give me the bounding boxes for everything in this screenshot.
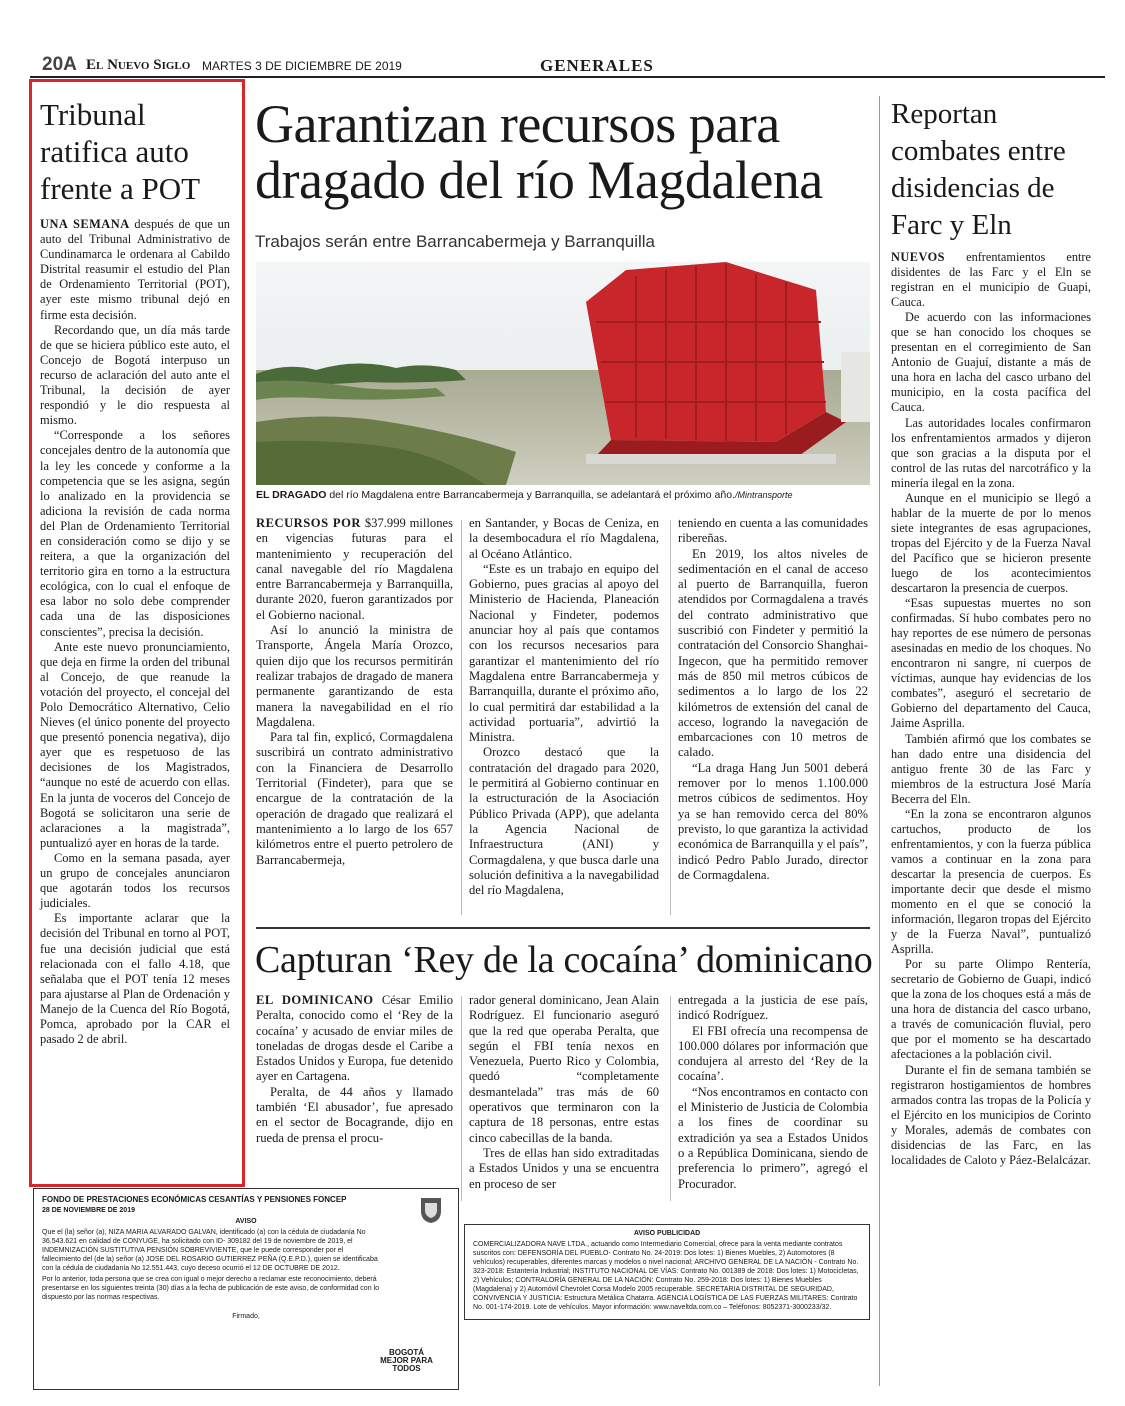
bogota-logo: BOGOTÁ MEJOR PARA TODOS xyxy=(380,1348,433,1373)
paragraph: RECURSOS POR $37.999 millones en vigencias futuras para el mantenimiento y recuperación del canal navegable del río Magdalena entre Barrancabermeja y Barranquilla, durante 2020, fueron garantizados por el Gobierno nacional. xyxy=(256,516,453,622)
paragraph: Por su parte Olimpo Rentería, secretario de Gobierno de Guapi, indicó que la zona de los choques está a más de una hora de distancia del casco urbano, a través de comunicación fluvial, pero que por el momento se ha descartado afectaciones a la población civil. xyxy=(891,957,1091,1062)
rey-story-col-1 xyxy=(256,993,453,1146)
paragraph: Es importante aclarar que la decisión del Tribunal en torno al POT, fue una decisión judicial que está relacionada con el fallo 4.18, que señalaba que el POT tenía 12 meses para ajustarse al Plan de Ordenación y Manejo de la Cuenca del Río Bogotá, Pomca, aprobado por la CAR el pasado 2 de abril. xyxy=(40,911,230,1047)
paragraph: Tres de ellas han sido extraditadas a Estados Unidos y una se encuentra en proceso de ser xyxy=(469,1145,659,1191)
section-name: GENERALES xyxy=(540,56,654,75)
paragraph: Las autoridades locales confirmaron los enfrentamientos armados y dijeron que son gracias a la disputa por el control de las rutas del narcotráfico y la minería ilegal en la zona. xyxy=(891,415,1091,490)
notice-title: AVISO PUBLICIDAD xyxy=(633,1230,701,1237)
left-story-body xyxy=(40,217,230,1047)
page-number: 20A xyxy=(42,54,77,75)
paragraph: entregada a la justicia de ese país, indicó Rodríguez. xyxy=(678,993,868,1023)
main-story-col-2 xyxy=(469,516,659,898)
notice-body: COMERCIALIZADORA NAVE LTDA., actuando como Intermediario Comercial, ofrece para la venta mediante contratos suscritos con: DEFENSORÍA DEL PUEBLO- Contrato No. 24-2019: Dos lotes: 1) Bienes Muebles, 2) Automotores (8 vehículos) recuperables, diferentes marcas y modelos o nivel nacional; ARCHIVO GENERAL DE LA NACIÓN - Contrato No. 323-2018: Estantería Industrial; INSTITUTO NACIONAL DE VÍAS: Contrato No. 001389 de 2018: Dos lotes: 1) Motocicletas, 2) Vehículos; CONTRALORÍA GENERAL DE LA NACIÓN: Contrato No. 259-2018: Dos lotes: 1) Bienes Muebles (Magdalena) y 2) Automóvil Chevrolet Corsa Modelo 2005 recuperable. SECRETARIA DISTRITAL DE SEGURIDAD, CONVIVENCIA Y JUSTICIA: Estructura Metálica Chatarra. AGENCIA LOGÍSTICA DE LAS FUERZAS MILITARES: Contrato No. 001-174-2019. Lote de vehículos. Mayor información: www.naveltda.com.co – Teléfonos: 8052371-3000233/32. xyxy=(473,1241,859,1311)
notice-body: Que el (la) señor (a), NIZA MARIA ALVARADO GALVAN, identificado (a) con la cédula de ciudadanía No 36.543.621 en calidad de CONYUGE, ha solicitado con ID- 309182 del 19 de noviembre de 2019, el INDEMNIZACIÓN SUSTITUTIVA PENSIÓN SOBREVIVIENTE, que le puede corresponder por el fallecimiento del (de la) señor (a) JOSE DEL ROSARIO GUTIERREZ PEÑA (Q.E.P.D.), quien se identificaba con la cédula de ciudadanía No 12.551.443, cuyo deceso ocurrió el 12 DE OCTUBRE DE 2012. xyxy=(42,1229,378,1272)
paragraph: El FBI ofrecía una recompensa de 100.000 dólares por información que condujera al arresto del ‘Rey de la cocaína’. xyxy=(678,1023,868,1084)
paragraph: “Nos encontramos en contacto con el Ministerio de Justicia de Colombia a los fines de coordinar su extradición ya sea a Estados Unidos o a República Dominicana, siendo de preferencia lo primero”, agregó el Procurador. xyxy=(678,1084,868,1191)
right-story-body xyxy=(891,250,1091,1168)
notice-signature: Firmado, xyxy=(232,1313,260,1320)
paragraph: “Este es un trabajo en equipo del Gobierno, pues gracias al apoyo del Ministerio de Hacienda, Planeación Nacional y Findeter, podemos anunciar hoy al país que contamos con los recursos necesarios para garantizar el mantenimiento del río Magdalena entre Barrancabermeja y Barranquilla, durante el próximo año, lo cual permitirá dar estabilidad a la actividad portuaria”, advirtió la Ministra. xyxy=(469,561,659,745)
dredging-photo xyxy=(256,262,870,485)
main-story-col-1 xyxy=(256,516,453,868)
story-kicker: EL DOMINICANO xyxy=(256,993,374,1007)
photo-credit: /Mintransporte xyxy=(734,490,793,500)
notice-date: 28 DE NOVIEMBRE DE 2019 xyxy=(42,1207,135,1214)
paragraph: Como en la semana pasada, ayer un grupo de concejales anunciaron que agotarán todos los recursos judiciales. xyxy=(40,850,230,911)
issue-date: MARTES 3 DE DICIEMBRE DE 2019 xyxy=(202,59,402,73)
main-headline: Garantizan recursos para dragado del río Magdalena xyxy=(255,94,823,210)
paragraph: También afirmó que los combates se han dado entre una disidencia del antiguo frente 30 de las Farc y miembros de la estructura José María Becerra del Eln. xyxy=(891,731,1091,806)
paragraph: en Santander, y Bocas de Ceniza, en la desembocadura el río Magdalena, al Océano Atlántico. xyxy=(469,516,659,561)
paragraph: UNA SEMANA después de que un auto del Tribunal Administrativo de Cundinamarca le ordenara al Cabildo Distrital reasumir el estudio del Plan de Ordenamiento Territorial (POT), ayer este mismo tribunal dejó en firme esta decisión. xyxy=(40,217,230,322)
story-kicker: UNA SEMANA xyxy=(40,217,130,231)
rey-headline: Capturan ‘Rey de la cocaína’ dominicano xyxy=(255,939,873,981)
paragraph: Para tal fin, explicó, Cormagdalena suscribirá un contrato administrativo con la Financiera de Desarrollo Territorial (Findeter), para que se encargue de la contratación de la operación de dragado que realizará el mantenimiento a lo largo de los 657 kilómetros entre el puerto petrolero de Barrancabermeja, xyxy=(256,730,453,867)
paragraph: NUEVOS enfrentamientos entre disidentes de las Farc y el Eln se registran en el municipio de Guapi, Cauca. xyxy=(891,250,1091,310)
newspaper-name: El Nuevo Siglo xyxy=(86,57,191,73)
caption-text: del río Magdalena entre Barrancabermeja y Barranquilla, se adelantará el próximo año. xyxy=(326,489,735,501)
column-rule xyxy=(461,996,462,1201)
paragraph: “Corresponde a los señores concejales dentro de la autonomía que la ley les concede y conforme a la competencia que se les asigna, según lo analizado en la providencia se adiciona la revisión de cada norma del Plan de Ordenamiento Territorial en consideración como se dijo y se reitera, a que la organización del territorio gira en torno a la estructura ecológica, con lo cual el enfoque de esa labor no solo debe comprender cada una de las disposiciones conscientes”, precisa la decisión. xyxy=(40,428,230,639)
left-story-headline: Tribunal ratifica auto frente a POT xyxy=(40,97,201,206)
story-kicker: NUEVOS xyxy=(891,250,946,264)
nave-notice xyxy=(464,1224,870,1320)
right-story xyxy=(891,96,1091,1168)
foncep-notice xyxy=(33,1188,459,1390)
section-divider xyxy=(256,927,870,929)
masthead xyxy=(30,54,1105,78)
caption-kicker: EL DRAGADO xyxy=(256,489,327,501)
photo-caption xyxy=(256,489,876,501)
story-kicker: RECURSOS POR xyxy=(256,516,362,530)
paragraph: Aunque en el municipio se llegó a hablar de la muerte de por lo menos siete integrantes de esas agrupaciones, tropas del Ejército y de la Fuerza Naval del Pacífico que se hicieron presente luego de los acontecimientos descartaron la presencia de cuerpos. xyxy=(891,490,1091,596)
column-rule xyxy=(461,520,462,915)
paragraph: “En la zona se encontraron algunos cartuchos, producto de los enfrentamientos, y con la fuerza pública vamos a continuar en la zona para descartar la presencia de cuerpos. Es importante decir que desde el mismo momento en el que se conoció la información, llegaron tropas del Ejército y de la Fuerza Naval”, puntualizó Asprilla. xyxy=(891,806,1091,957)
rey-story-col-3 xyxy=(678,993,868,1192)
paragraph: Peralta, de 44 años y llamado también ‘El abusador’, fue apresado en el sector de Bocagrande, dijo en rueda de prensa el procu- xyxy=(256,1084,453,1145)
column-rule xyxy=(879,96,880,1386)
paragraph: “La draga Hang Jun 5001 deberá remover por lo menos 1.100.000 metros cúbicos de sedimentos. Hoy ya se han removido cerca del 80% previsto, lo que garantiza la actividad económica de Barranquilla y el país”, indicó Pedro Pablo Jurado, director de Cormagdalena. xyxy=(678,760,868,882)
main-subhead: Trabajos serán entre Barrancabermeja y Barranquilla xyxy=(255,232,656,251)
bogota-crest-icon xyxy=(416,1195,446,1225)
paragraph: De acuerdo con las informaciones que se han conocido los choques se presentan en el corregimiento de San Antonio de Guajuí, distante a más de una hora en lacha del casco urbano del municipio, en la costa pacífica del Cauca. xyxy=(891,310,1091,415)
column-rule xyxy=(670,520,671,915)
paragraph: EL DOMINICANO César Emilio Peralta, conocido como el ‘Rey de la cocaína’ y acusado de enviar miles de toneladas de drogas desde el Caribe a Estados Unidos y Europa, fue detenido ayer en Cartagena. xyxy=(256,993,453,1084)
notice-label: AVISO xyxy=(235,1218,257,1225)
paragraph: Durante el fin de semana también se registraron hostigamientos de hombres armados contra las tropas de la Policía y el Ejército en los municipios de Corinto y Morales, además de combates con disidencias de las Farc, en las localidades de Caloto y Páez-Belalcázar. xyxy=(891,1062,1091,1167)
paragraph: Así lo anunció la ministra de Transporte, Ángela María Orozco, quien dijo que los recursos permitirán realizar trabajos de dragado de manera permanente garantizando de esta manera la navegabilidad en el río Magdalena. xyxy=(256,623,453,729)
notice-title: FONDO DE PRESTACIONES ECONÓMICAS CESANTÍAS Y PENSIONES FONCEP xyxy=(42,1195,347,1204)
right-story-headline: Reportan combates entre disidencias de Farc y Eln xyxy=(891,98,1066,241)
rey-story-col-2 xyxy=(469,993,659,1192)
notice-body-2: Por lo anterior, toda persona que se crea con igual o mejor derecho a reclamar este reconocimiento, deberá presentarse en los siguientes treinta (30) días a la fecha de publicación de este aviso, de conformidad con lo dispuesto por las normas respectivas. xyxy=(42,1276,379,1301)
paragraph: En 2019, los altos niveles de sedimentación en el canal de acceso al puerto de Barranquilla, fueron atendidos por Cormagdalena a través del contrato administrativo que suscribió con Findeter y permitió la contratación del Consorcio Shanghai-Ingecon, que ha permitido remover más de 850 mil metros cúbicos de sedimentos a lo largo de los 22 kilómetros de extensión del canal de acceso, logrando la navegación de embarcaciones con 10 metros de calado. xyxy=(678,546,868,760)
paragraph: Orozco destacó que la contratación del dragado para 2020, le permitirá al Gobierno continuar en la estructuración de la Asociación Público Privada (APP), que adelanta la Agencia Nacional de Infraestructura (ANI) y Cormagdalena, y que busca darle una solución definitiva a la navegabilidad del río Magdalena, xyxy=(469,745,659,898)
paragraph: “Esas supuestas muertes no son confirmadas. Sí hubo combates pero no hay reportes de ese número de personas asesinadas en medio de los choques. No encontraron ni sangre, ni cuerpos de víctimas, aunque hay evidencias de los combates”, aseguró el secretario de Gobierno del departamento del Cauca, Jaime Asprilla. xyxy=(891,596,1091,731)
main-story-col-3 xyxy=(678,516,868,883)
left-story xyxy=(40,96,230,1047)
paragraph: teniendo en cuenta a las comunidades ribereñas. xyxy=(678,516,868,546)
paragraph: rador general dominicano, Jean Alain Rodríguez. El funcionario aseguró que la red que operaba Peralta, que según el FBI tenía nexos en Venezuela, Puerto Rico y Colombia, quedó “completamente desmantelada” tras más de 60 operativos que terminaron con la captura de 18 personas, entre estas cinco cabecillas de la banda. xyxy=(469,993,659,1145)
paragraph: Recordando que, un día más tarde de que se hiciera público este auto, el Concejo de Bogotá interpuso un recurso de aclaración del auto ante el Tribunal, la decisión de ayer respondió y le dio respuesta al mismo. xyxy=(40,322,230,428)
paragraph: Ante este nuevo pronunciamiento, que deja en firme la orden del tribunal al Concejo, de que reanude la votación del proyecto, el concejal del Polo Democrático Alternativo, Celio Nieves (el único ponente del proyecto que presentó ponencia negativa), dijo ayer que es respetuoso de las decisiones de los Magistrados, “aunque no esté de acuerdo con ellas. En la junta de voceros del Concejo de Bogotá se solicitaron una serie de aclaraciones a la magistrada”, puntualizó ayer en horas de la tarde. xyxy=(40,639,230,850)
column-rule xyxy=(670,996,671,1201)
